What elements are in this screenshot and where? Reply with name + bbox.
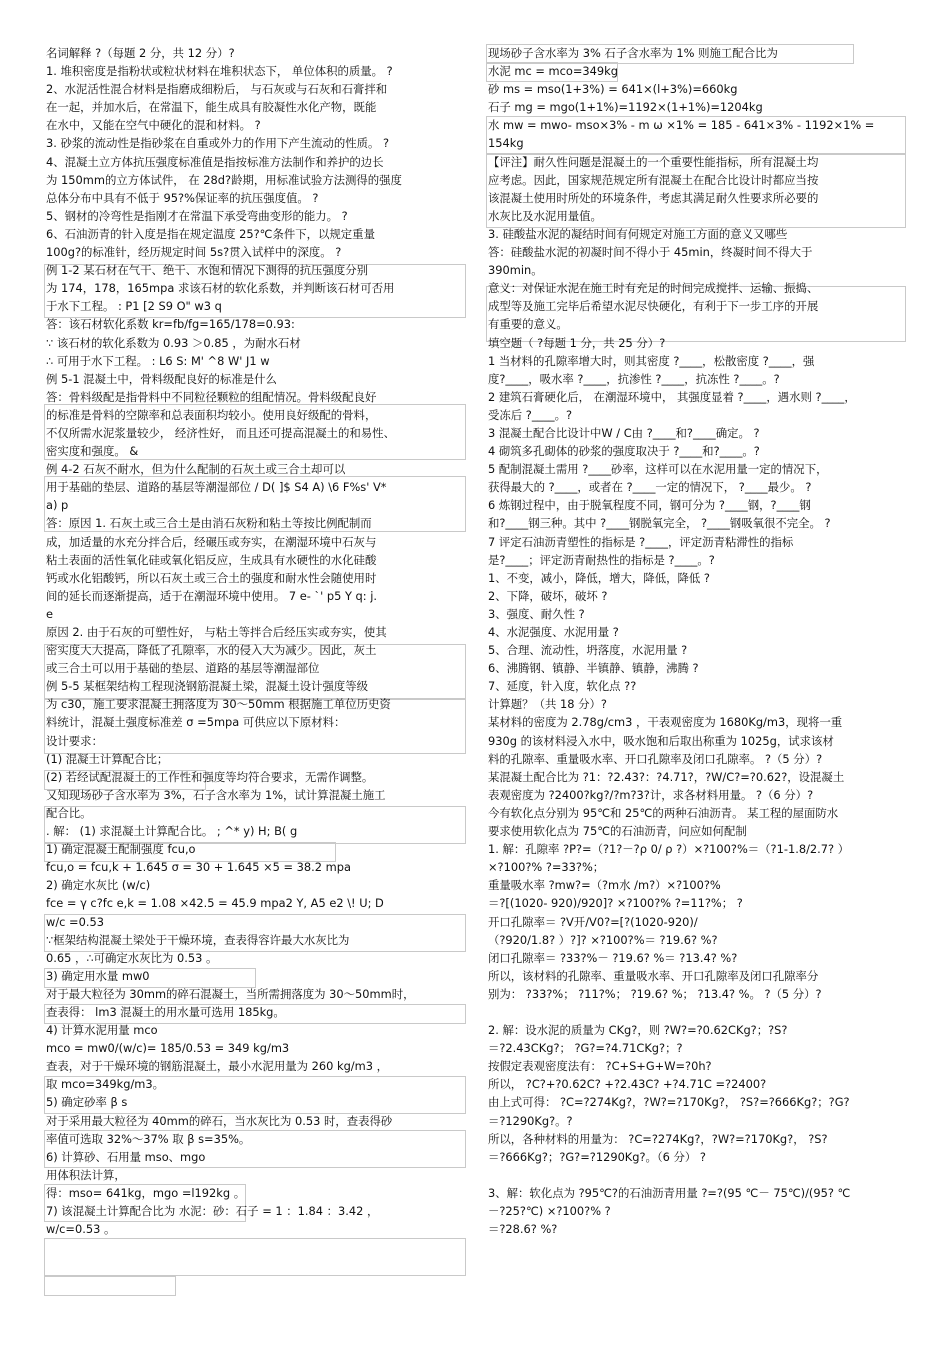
text-line: 100g?的标准针，经历规定时间 5s?贯入试样中的深度。 ? [46,245,342,260]
text-line: 度?____，吸水率 ?____，抗渗性 ?____，抗冻性 ?____。? [488,371,780,386]
text-line: 密实度大大提高，降低了孔隙率，水的侵入大为减少。因此，灰土 [46,643,377,658]
text-line [488,1003,906,1021]
text-line: 0.65 ，∴可确定水灰比为 0.53 。 [46,950,218,965]
text-line: 7、延度，针入度，软化点 ?? [488,679,637,694]
text-line: 的标准是骨料的空隙率和总表面积均较小。使用良好级配的骨料， [46,407,377,422]
text-line: 6 炼钢过程中，由于脱氧程度不同，钢可分为 ?____钢，?____钢 [488,498,811,513]
text-line: 4、混凝土立方体抗压强度标准值是指按标准方法制作和养护的边长 [46,154,384,169]
text-line: ＝?28.6? %? [488,1222,558,1237]
text-line: 4、水泥强度、水泥用量 ? [488,625,619,639]
text-line: 为 150mm的立方体试件， 在 28d?龄期，用标准试验方法测得的强度 [46,172,402,187]
text-line: 料的孔隙率、重量吸水率、开口孔隙率及闭口孔隙率。 ?（5 分）? [488,751,823,766]
text-line: 例 4-2 石灰不耐水，但为什么配制的石灰土或三合土却可以 [46,462,346,477]
text-line: 设计要求： [46,733,103,748]
text-line: 答：该石材软化系数 kr=fb/fg=165/178=0.93: [46,317,295,332]
text-line: 或三合土可以用于基础的垫层、道路的基层等潮湿部位 [46,661,320,676]
text-line: 5、合理、流动性，坍落度，水泥用量 ? [488,643,688,658]
text-line: 对于采用最大粒径为 40mm的碎石，当水灰比为 0.53 时，查表得砂 [46,1113,393,1128]
text-line: 2、下降，破坏，破坏 ? [488,588,608,603]
text-line: 今有软化点分别为 95℃和 25℃的两种石油沥青。 某工程的屋面防水 [488,805,839,820]
text-line: 按假定表观密度法有： ?C+S+G+W=?0h? [488,1059,712,1074]
text-line: 1. 解：孔隙率 ?P?=（?1?－?ρ 0/ ρ ?）×?100?%＝（?1-1.8/2.7? ） [488,842,850,857]
text-line: 闭口孔隙率＝ ?33?%－ ?19.6? %＝ ?13.4? %? [488,950,738,965]
text-line: 要求使用软化点为 75℃的石油沥青，问应如何配制 [488,824,747,839]
text-line: ＝?666Kg?；?G?=?1290Kg?。（6 分） ? [488,1149,706,1164]
text-line: ×?100?% ?=33?%； [488,860,605,875]
text-line: 用体积法计算， [46,1167,126,1182]
text-line: 获得最大的 ?____，或者在 ?____一定的情况下， ?____最少。 ? [488,480,812,495]
text-line: ∴ 可用于水下工程。 : L6 S: M' ^8 W' J1 w [46,353,270,368]
text-line: fce = γ c?fc e,k = 1.08 ×42.5 = 45.9 mpa2 Y, A5 e2 \! U; D [46,896,384,911]
text-line: 6、石油沥青的针入度是指在规定温度 25?℃条件下，以规定重量 [46,226,375,241]
text-line: 例 1-2 某石材在气干、绝干、水饱和情况下测得的抗压强度分别 [46,263,369,278]
text-line: 密实度和强度。 & [46,444,139,459]
text-line: 某混凝土配合比为 ?1：?2.43?：?4.71?，?W/C?=?0.62?，设混凝土 [488,769,845,784]
text-line: 【评注】耐久性问题是混凝土的一个重要性能指标，所有混凝土均 [488,154,819,169]
text-line: 查表得： lm3 混凝土的用水量可选用 185kg。 [46,1004,285,1019]
text-line: 别为： ?33?%； ?11?%； ?19.6? %； ?13.4? %。 ?（5 分）? [488,986,822,1001]
text-line: 意义：对保证水泥在施工时有充足的时间完成搅拌、运输、振捣、 [488,281,819,296]
text-line: 5、钢材的冷弯性是指刚才在常温下承受弯曲变形的能力。 ? [46,208,348,223]
text-line: 1) 确定混凝土配制强度 fcu,o [46,842,196,857]
text-line: 又知现场砂子含水率为 3%，石子含水率为 1%，试计算混凝土施工 [46,787,386,802]
text-line: 填空题（ ?每题 1 分，共 25 分）? [488,335,666,350]
text-line: 7 评定石油沥青塑性的指标是 ?____，评定沥青粘滞性的指标 [488,534,794,549]
text-line [488,1166,906,1184]
text-line: 所以， ?C?+?0.62C? +?2.43C? +?4.71C =?2400? [488,1077,767,1092]
frame-mix-ratio [44,1238,466,1276]
text-line: ＝?2.43CKg?； ?G?=?4.71CKg?；? [488,1041,683,1056]
text-line: 该混凝土使用时所处的环境条件，考虑其满足耐久性要求所必要的 [488,190,819,205]
text-line: 1、不变，减小，降低，增大，降低，降低 ? [488,570,710,585]
text-line: 5) 确定砂率 β s [46,1095,128,1110]
text-line: 石子 mg = mgo(1+1%)=1192×(1+1%)=1204kg [488,100,763,115]
text-line: 查表，对于干燥环境的钢筋混凝土，最小水泥用量为 260 kg/m3 ， [46,1059,388,1074]
text-line: 计算题？（共 18 分）? [488,697,607,712]
text-line: 粘土表面的活性氧化硅或氧化铝反应，生成具有水硬性的水化硅酸 [46,552,377,567]
text-line: ∵ 该石材的软化系数为 0.93 ＞0.85 ，为耐水石材 [46,335,301,350]
text-line: 在一起，并加水后，在常温下，能生成具有胶凝性水化产物，既能 [46,100,377,115]
text-line: 所以，该材料的孔隙率、重量吸水率、开口孔隙率及闭口孔隙率分 [488,968,819,983]
text-line: 930g 的该材料浸入水中，吸水饱和后取出称重为 1025g，试求该材 [488,733,834,748]
text-line: 用于基础的垫层、道路的基层等潮湿部位 / D( ]$ S4 A) \6 F%s' V* [46,480,387,495]
text-line: (2) 若经试配混凝土的工作性和强度等均符合要求，无需作调整。 [46,769,374,784]
text-line: 2、水泥活性混合材料是指磨成细粉后， 与石灰或与石灰和石膏拌和 [46,82,388,97]
text-line: 4) 计算水泥用量 mco [46,1023,158,1038]
text-line: 砂 ms = mso(1+3%) = 641×(l+3%)=660kg [488,82,738,97]
text-line: 名词解释 ?（每题 2 分，共 12 分）? [46,46,235,60]
text-line: ∵框架结构混凝土梁处于干燥环境，查表得容许最大水灰比为 [46,932,350,947]
text-line: 重量吸水率 ?mw?=（?m水 /m?）×?100?% [488,878,721,893]
text-line: 开口孔隙率＝ ?V开/V0?=[?(1020-920)/ [488,914,698,929]
text-line: 料统计，混凝土强度标准差 σ =5mpa 可供应以下原材料： [46,715,346,730]
text-line: 7) 该混凝土计算配合比为 水泥：砂：石子 = 1 ：1.84 ：3.42 ， [46,1204,379,1218]
text-line: 答：硅酸盐水泥的初凝时间不得小于 45min，终凝时间不得大于 [488,245,813,260]
text-line: （?920/1.8? ）?]? ×?100?%＝ ?19.6? %? [488,932,718,947]
text-line: 成型等及施工完毕后希望水泥尽快硬化，有利于下一步工序的开展 [488,299,819,314]
text-line: 水 mw = mwo- mso×3% - m ω ×1% = 185 - 641×3% - 1192×1% = [488,118,875,133]
text-line: 390min。 [488,263,543,278]
text-line: 于水下工程。 : P1 [2 S9 O" w3 q [46,299,222,314]
text-line: ＝?1290Kg?。? [488,1113,573,1128]
text-line: e [46,606,54,621]
text-line: 得：mso= 641kg，mgo =l192kg 。 [46,1185,246,1200]
text-line: 间的延长而逐渐提高，适于在潮湿环境中使用。 7 e- `' p5 Y q: j. [46,588,378,603]
text-line: ＝?[(1020- 920)/920]? ×?100?% ?=11?%； ? [488,896,743,911]
text-line: 2) 确定水灰比 (w/c) [46,878,151,893]
text-line: 受冻后 ?____。? [488,407,573,422]
text-line: 所以，各种材料的用量为： ?C=?274Kg?，?W?=?170Kg?， ?S? [488,1131,828,1146]
text-line: 配合比。 [46,805,92,820]
text-line: 取 mco=349kg/m3。 [46,1077,165,1092]
text-line: 2 建筑石膏硬化后， 在潮湿环境中， 其强度显着 ?____，遇水则 ?____， [488,389,856,404]
text-line: 水灰比及水泥用量值。 [488,208,602,223]
text-line: (1) 混凝土计算配合比； [46,751,169,766]
text-line: 是?____；评定沥青耐热性的指标是 ?____。? [488,552,715,567]
text-line: 4 砌筑多孔砌体的砂浆的强度取决于 ?____和?____。? [488,444,760,459]
text-line: －?25?℃) ×?100?% ? [488,1204,611,1218]
text-line: 例 5-1 混凝土中，骨料级配良好的标准是什么 [46,371,277,386]
text-line: w/c =0.53 [46,914,104,929]
text-line: fcu,o = fcu,k + 1.645 σ = 30 + 1.645 ×5 = 38.2 mpa [46,860,351,875]
text-line: 表观密度为 ?2400?kg?/?m?3?计，求各材料用量。 ?（6 分）? [488,787,814,802]
text-line: 1. 堆积密度是指粉状或粒状材料在堆积状态下， 单位体积的质量。 ? [46,64,393,79]
text-line: 为 174，178，165mpa 求该石材的软化系数，并判断该石材可否用 [46,281,395,296]
text-line: 应考虑。因此，国家规范规定所有混凝土在配合比设计时都应当按 [488,172,819,187]
text-line: 2. 解：设水泥的质量为 CKg?，则 ?W?=?0.62CKg?；?S? [488,1023,788,1038]
text-line: 和?____钢三种。其中 ?____钢脱氧完全， ?____钢吸氧很不完全。 ? [488,516,831,531]
text-line: . 解： (1) 求混凝土计算配合比。 ; ^* y) H; B( g [46,824,298,839]
text-line: 率值可选取 32%～37% 取 β s=35%。 [46,1131,251,1146]
text-line: 3 混凝土配合比设计中W / C由 ?____和?____确定。 ? [488,425,760,440]
text-line: 某材料的密度为 2.78g/cm3 ，干表观密度为 1680Kg/m3，现将一重 [488,715,843,730]
text-line: 3、解：软化点为 ?95℃?的石油沥青用量 ?=?(95 ℃－ 75℃)/(95? ℃ [488,1185,851,1200]
text-line: 成，加适量的水充分拌合后，经碾压或夯实，在潮湿环境中石灰与 [46,534,377,549]
text-line: w/c=0.53 。 [46,1222,116,1237]
right-column [488,44,906,1238]
text-line: 钙或水化铝酸钙，所以石灰土或三合土的强度和耐水性会随使用时 [46,570,377,585]
text-line: 154kg [488,136,524,151]
text-line: a) p [46,498,69,513]
text-line: 原因 2. 由于石灰的可塑性好， 与粘土等拌合后经压实或夯实，使其 [46,625,387,639]
text-line: 不仅所需水泥浆量较少， 经济性好， 而且还可提高混凝土的和易性、 [46,425,395,440]
text-line: 3、强度、耐久性 ? [488,606,585,621]
text-line: 由上式可得： ?C=?274Kg?，?W?=?170Kg?， ?S?=?666Kg?；?G? [488,1095,850,1110]
text-line: 总体分布中具有不低于 95?%保证率的抗压强度值。 ? [46,190,319,205]
text-line: 水泥 mc = mco=349kg [488,64,618,79]
text-line: 1 当材料的孔隙率增大时，则其密度 ?____，松散密度 ?____，强 [488,353,815,368]
text-line: 答：原因 1. 石灰土或三合土是由消石灰粉和粘土等按比例配制而 [46,516,372,531]
left-column [46,44,464,1238]
text-line: 有重要的意义。 [488,317,568,332]
text-line: 在水中，又能在空气中硬化的混和材料。 ? [46,118,261,133]
text-line: 3. 硅酸盐水泥的凝结时间有何规定对施工方面的意义又哪些 [488,226,788,241]
frame-construction-title [44,1276,176,1296]
text-line: 5 配制混凝土需用 ?____砂率，这样可以在水泥用量一定的情况下， [488,462,828,477]
text-line: 6、沸腾钢、镇静、半镇静、镇静，沸腾 ? [488,661,699,676]
text-line: 现场砂子含水率为 3% 石子含水率为 1% 则施工配合比为 [488,46,778,60]
text-line: mco = mw0/(w/c)= 185/0.53 = 349 kg/m3 [46,1041,290,1056]
text-line: 答：骨料级配是指骨料中不同粒径颗粒的组配情况。骨料级配良好 [46,389,377,404]
text-line: 3) 确定用水量 mw0 [46,968,150,983]
text-line: 6) 计算砂、石用量 mso、mgo [46,1149,206,1164]
text-line: 例 5-5 某框架结构工程现浇钢筋混凝土梁，混凝土设计强度等级 [46,679,369,694]
text-line: 3. 砂浆的流动性是指砂浆在自重或外力的作用下产生流动的性质。 ? [46,136,390,151]
text-line: 为 c30，施工要求混凝土拥落度为 30～50mm 根据施工单位历史资 [46,697,391,712]
text-line: 对于最大粒径为 30mm的碎石混凝土，当所需拥落度为 30～50mm时， [46,986,415,1001]
